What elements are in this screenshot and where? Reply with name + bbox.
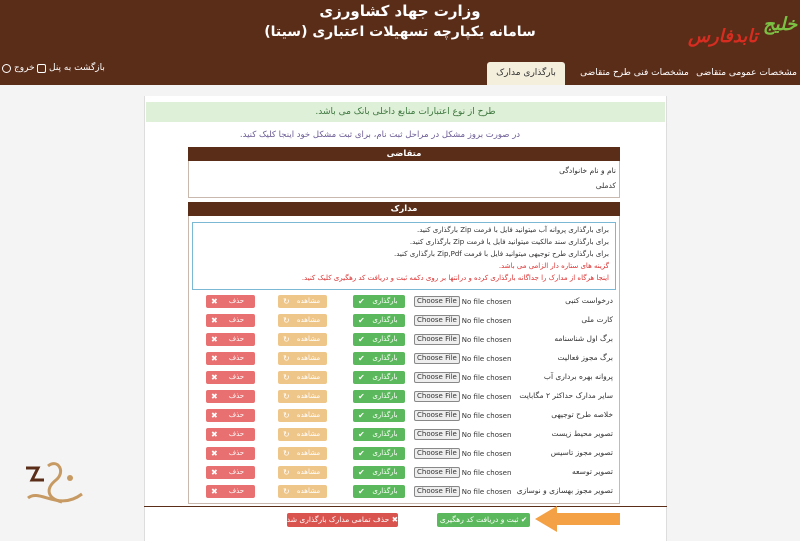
upload-instructions: [192, 222, 616, 290]
file-status: No file chosen: [461, 392, 512, 401]
check-icon: ✔: [358, 449, 365, 458]
ministry-title: وزارت جهاد کشاورزی: [319, 2, 481, 20]
upload-label: بارگذاری: [372, 449, 398, 457]
close-icon: ✖: [211, 468, 218, 477]
view-button[interactable]: [278, 447, 327, 460]
submit-label: ثبت و دریافت کد رهگیری: [439, 515, 519, 524]
logout-link[interactable]: [2, 63, 35, 73]
back-icon: [37, 64, 46, 73]
file-input[interactable]: [414, 371, 512, 384]
document-label: کارت ملی: [581, 315, 613, 324]
check-icon: ✔: [358, 487, 365, 496]
view-label: مشاهده: [296, 392, 321, 400]
upload-button[interactable]: [353, 428, 405, 441]
refresh-icon: ↻: [283, 411, 290, 420]
refresh-icon: ↻: [283, 449, 290, 458]
refresh-icon: ↻: [283, 316, 290, 325]
file-status: No file chosen: [461, 430, 512, 439]
close-icon: ✖: [211, 487, 218, 496]
upload-label: بارگذاری: [372, 487, 398, 495]
upload-button[interactable]: [353, 409, 405, 422]
delete-button[interactable]: [206, 333, 255, 346]
view-label: مشاهده: [296, 316, 321, 324]
delete-button[interactable]: [206, 428, 255, 441]
close-icon: ✖: [211, 335, 218, 344]
view-button[interactable]: [278, 409, 327, 422]
applicant-panel-title: متقاضی: [188, 147, 620, 161]
file-input[interactable]: [414, 314, 512, 327]
document-label: پروانه بهره برداری آب: [543, 372, 613, 381]
view-button[interactable]: [278, 314, 327, 327]
document-row: [198, 388, 613, 405]
delete-label: حذف: [228, 354, 245, 362]
watermark-logo-icon: [18, 458, 88, 518]
upload-label: بارگذاری: [372, 297, 398, 305]
report-problem-link[interactable]: در صورت بروز مشکل در مراحل ثبت نام، برای ثبت مشکل خود اینجا کلیک کنید.: [239, 130, 521, 140]
choose-file-button[interactable]: Choose File: [414, 486, 460, 497]
view-button[interactable]: [278, 485, 327, 498]
upload-button[interactable]: [353, 466, 405, 479]
refresh-icon: ↻: [283, 335, 290, 344]
delete-button[interactable]: [206, 390, 255, 403]
document-label: تصویر مجوز بهسازی و نوسازی: [516, 486, 613, 495]
delete-button[interactable]: [206, 466, 255, 479]
upload-label: بارگذاری: [372, 316, 398, 324]
refresh-icon: ↻: [283, 392, 290, 401]
delete-label: حذف: [228, 373, 245, 381]
view-label: مشاهده: [296, 354, 321, 362]
file-input[interactable]: [414, 390, 512, 403]
delete-button[interactable]: [206, 447, 255, 460]
arrow-pointer-icon: [535, 506, 620, 532]
close-icon: ✖: [211, 354, 218, 363]
delete-label: حذف: [228, 449, 245, 457]
file-status: No file chosen: [461, 316, 512, 325]
check-icon: ✔: [358, 316, 365, 325]
view-button[interactable]: [278, 295, 327, 308]
view-label: مشاهده: [296, 449, 321, 457]
refresh-icon: ↻: [283, 487, 290, 496]
delete-button[interactable]: [206, 314, 255, 327]
close-icon: ✖: [211, 392, 218, 401]
delete-label: حذف: [228, 411, 245, 419]
full-name-label: نام و نام خانوادگی: [559, 166, 616, 175]
choose-file-button[interactable]: Choose File: [414, 467, 460, 478]
document-row: [198, 369, 613, 386]
upload-button[interactable]: [353, 352, 405, 365]
document-label: تصویر توسعه: [572, 467, 613, 476]
document-label: برگ اول شناسنامه: [554, 334, 613, 343]
view-button[interactable]: [278, 333, 327, 346]
check-icon: ✔: [358, 468, 365, 477]
document-row: [198, 464, 613, 481]
applicant-panel-body: [188, 161, 620, 198]
view-label: مشاهده: [296, 335, 321, 343]
back-to-panel-link[interactable]: [37, 63, 105, 73]
file-status: No file chosen: [461, 468, 512, 477]
choose-file-button[interactable]: Choose File: [414, 315, 460, 326]
view-button[interactable]: [278, 371, 327, 384]
upload-button[interactable]: [353, 333, 405, 346]
note-required: گزینه های ستاره دار الزامی می باشد.: [498, 262, 609, 270]
logout-label: خروج: [14, 63, 35, 73]
file-input[interactable]: [414, 466, 512, 479]
close-icon: ✖: [211, 411, 218, 420]
upload-button[interactable]: [353, 485, 405, 498]
file-input[interactable]: [414, 409, 512, 422]
close-icon: ✖: [211, 430, 218, 439]
view-label: مشاهده: [296, 468, 321, 476]
view-label: مشاهده: [296, 411, 321, 419]
document-row: [198, 312, 613, 329]
choose-file-button[interactable]: Choose File: [414, 429, 460, 440]
document-row: [198, 331, 613, 348]
delete-label: حذف: [228, 316, 245, 324]
close-icon: ✖: [211, 297, 218, 306]
delete-button[interactable]: [206, 485, 255, 498]
tab-upload-documents[interactable]: بارگذاری مدارک: [487, 62, 565, 85]
view-label: مشاهده: [296, 297, 321, 305]
view-label: مشاهده: [296, 487, 321, 495]
delete-label: حذف: [228, 297, 245, 305]
delete-label: حذف: [228, 392, 245, 400]
delete-button[interactable]: [206, 352, 255, 365]
document-row: [198, 445, 613, 462]
delete-all-button[interactable]: ✖ حذف تمامی مدارک بارگذاری شده: [287, 513, 398, 527]
file-status: No file chosen: [461, 335, 512, 344]
check-icon: ✔: [358, 411, 365, 420]
submit-tracking-button[interactable]: ✔ ثبت و دریافت کد رهگیری: [437, 513, 530, 527]
view-button[interactable]: [278, 466, 327, 479]
brand-logo: [688, 10, 798, 55]
view-label: مشاهده: [296, 430, 321, 438]
logo-text-green: خلیج: [763, 14, 798, 35]
file-status: No file chosen: [461, 354, 512, 363]
view-label: مشاهده: [296, 373, 321, 381]
upload-button[interactable]: [353, 371, 405, 384]
tab-technical-info[interactable]: مشخصات فنی طرح متقاضی: [580, 68, 689, 78]
close-icon: ✖: [211, 373, 218, 382]
view-button[interactable]: [278, 352, 327, 365]
delete-button[interactable]: [206, 295, 255, 308]
upload-button[interactable]: [353, 390, 405, 403]
document-label: خلاصه طرح توجیهی: [551, 410, 613, 419]
upload-label: بارگذاری: [372, 373, 398, 381]
upload-label: بارگذاری: [372, 392, 398, 400]
delete-label: حذف: [228, 487, 245, 495]
check-icon: ✔: [358, 335, 365, 344]
file-status: No file chosen: [461, 373, 512, 382]
file-status: No file chosen: [461, 449, 512, 458]
power-icon: [2, 64, 11, 73]
upload-label: بارگذاری: [372, 335, 398, 343]
upload-button[interactable]: [353, 447, 405, 460]
document-label: تصویر محیط زیست: [551, 429, 613, 438]
choose-file-button[interactable]: Choose File: [414, 334, 460, 345]
refresh-icon: ↻: [283, 354, 290, 363]
document-label: برگ مجوز فعالیت: [557, 353, 613, 362]
tab-general-info[interactable]: مشخصات عمومی متقاضی: [696, 68, 797, 78]
document-row: [198, 407, 613, 424]
note-ownership-deed: برای بارگذاری سند مالکیت میتوانید فایل یا فرمت Zip بارگذاری کنید.: [409, 238, 609, 246]
close-icon: ✖: [211, 449, 218, 458]
delete-button[interactable]: [206, 371, 255, 384]
check-icon: ✔: [358, 430, 365, 439]
system-title: سامانه یکپارچه تسهیلات اعتباری (سیتا): [264, 24, 536, 40]
file-input[interactable]: [414, 428, 512, 441]
document-row: [198, 483, 613, 500]
document-row: [198, 293, 613, 310]
upload-label: بارگذاری: [372, 354, 398, 362]
back-link-label: بازگشت به پنل: [49, 63, 105, 73]
document-label: درخواست کتبی: [565, 296, 613, 305]
view-button[interactable]: [278, 428, 327, 441]
documents-panel-title: مدارک: [188, 202, 620, 216]
upload-label: بارگذاری: [372, 411, 398, 419]
upload-label: بارگذاری: [372, 430, 398, 438]
note-submit-hint: اینجا هرگاه از مدارک را جداگانه بارگذاری کرده و درانتها بر روی دکمه ثبت و دریافت کد رهگیری کلیک کنید.: [301, 274, 609, 282]
file-status: No file chosen: [461, 297, 512, 306]
delete-label: حذف: [228, 468, 245, 476]
document-label: سایر مدارک حداکثر ۲ مگابایت: [519, 391, 613, 400]
refresh-icon: ↻: [283, 373, 290, 382]
view-button[interactable]: [278, 390, 327, 403]
choose-file-button[interactable]: Choose File: [414, 391, 460, 402]
file-status: No file chosen: [461, 487, 512, 496]
file-status: No file chosen: [461, 411, 512, 420]
upload-button[interactable]: [353, 314, 405, 327]
choose-file-button[interactable]: Choose File: [414, 296, 460, 307]
check-icon: ✔: [358, 373, 365, 382]
delete-button[interactable]: [206, 409, 255, 422]
file-input[interactable]: [414, 333, 512, 346]
note-water-license: برای بارگذاری پروانه آب میتوانید فایل با فرمت Zip بارگذاری کنید.: [417, 226, 609, 234]
upload-button[interactable]: [353, 295, 405, 308]
check-icon: ✔: [358, 392, 365, 401]
check-icon: ✔: [358, 297, 365, 306]
document-row: [198, 350, 613, 367]
national-code-label: کدملی: [595, 181, 616, 190]
check-icon: ✔: [358, 354, 365, 363]
file-input[interactable]: [414, 352, 512, 365]
document-row: [198, 426, 613, 443]
document-label: تصویر مجوز تاسیس: [550, 448, 613, 457]
choose-file-button[interactable]: Choose File: [414, 372, 460, 383]
close-icon: ✖: [211, 316, 218, 325]
refresh-icon: ↻: [283, 297, 290, 306]
choose-file-button[interactable]: Choose File: [414, 410, 460, 421]
choose-file-button[interactable]: Choose File: [414, 448, 460, 459]
refresh-icon: ↻: [283, 430, 290, 439]
delete-label: حذف: [228, 335, 245, 343]
upload-label: بارگذاری: [372, 468, 398, 476]
file-input[interactable]: [414, 295, 512, 308]
credit-type-alert: طرح از نوع اعتبارات منابع داخلی بانک می باشد.: [146, 102, 665, 122]
note-feasibility: برای بارگذاری طرح توجیهی میتوانید فایل با فرمت Zip,Pdf بارگذاری کنید.: [394, 250, 609, 258]
logo-text-red: تابدفارس: [688, 26, 758, 47]
refresh-icon: ↻: [283, 468, 290, 477]
delete-all-label: حذف تمامی مدارک بارگذاری شده: [282, 515, 390, 524]
choose-file-button[interactable]: Choose File: [414, 353, 460, 364]
file-input[interactable]: [414, 485, 512, 498]
file-input[interactable]: [414, 447, 512, 460]
delete-label: حذف: [228, 430, 245, 438]
